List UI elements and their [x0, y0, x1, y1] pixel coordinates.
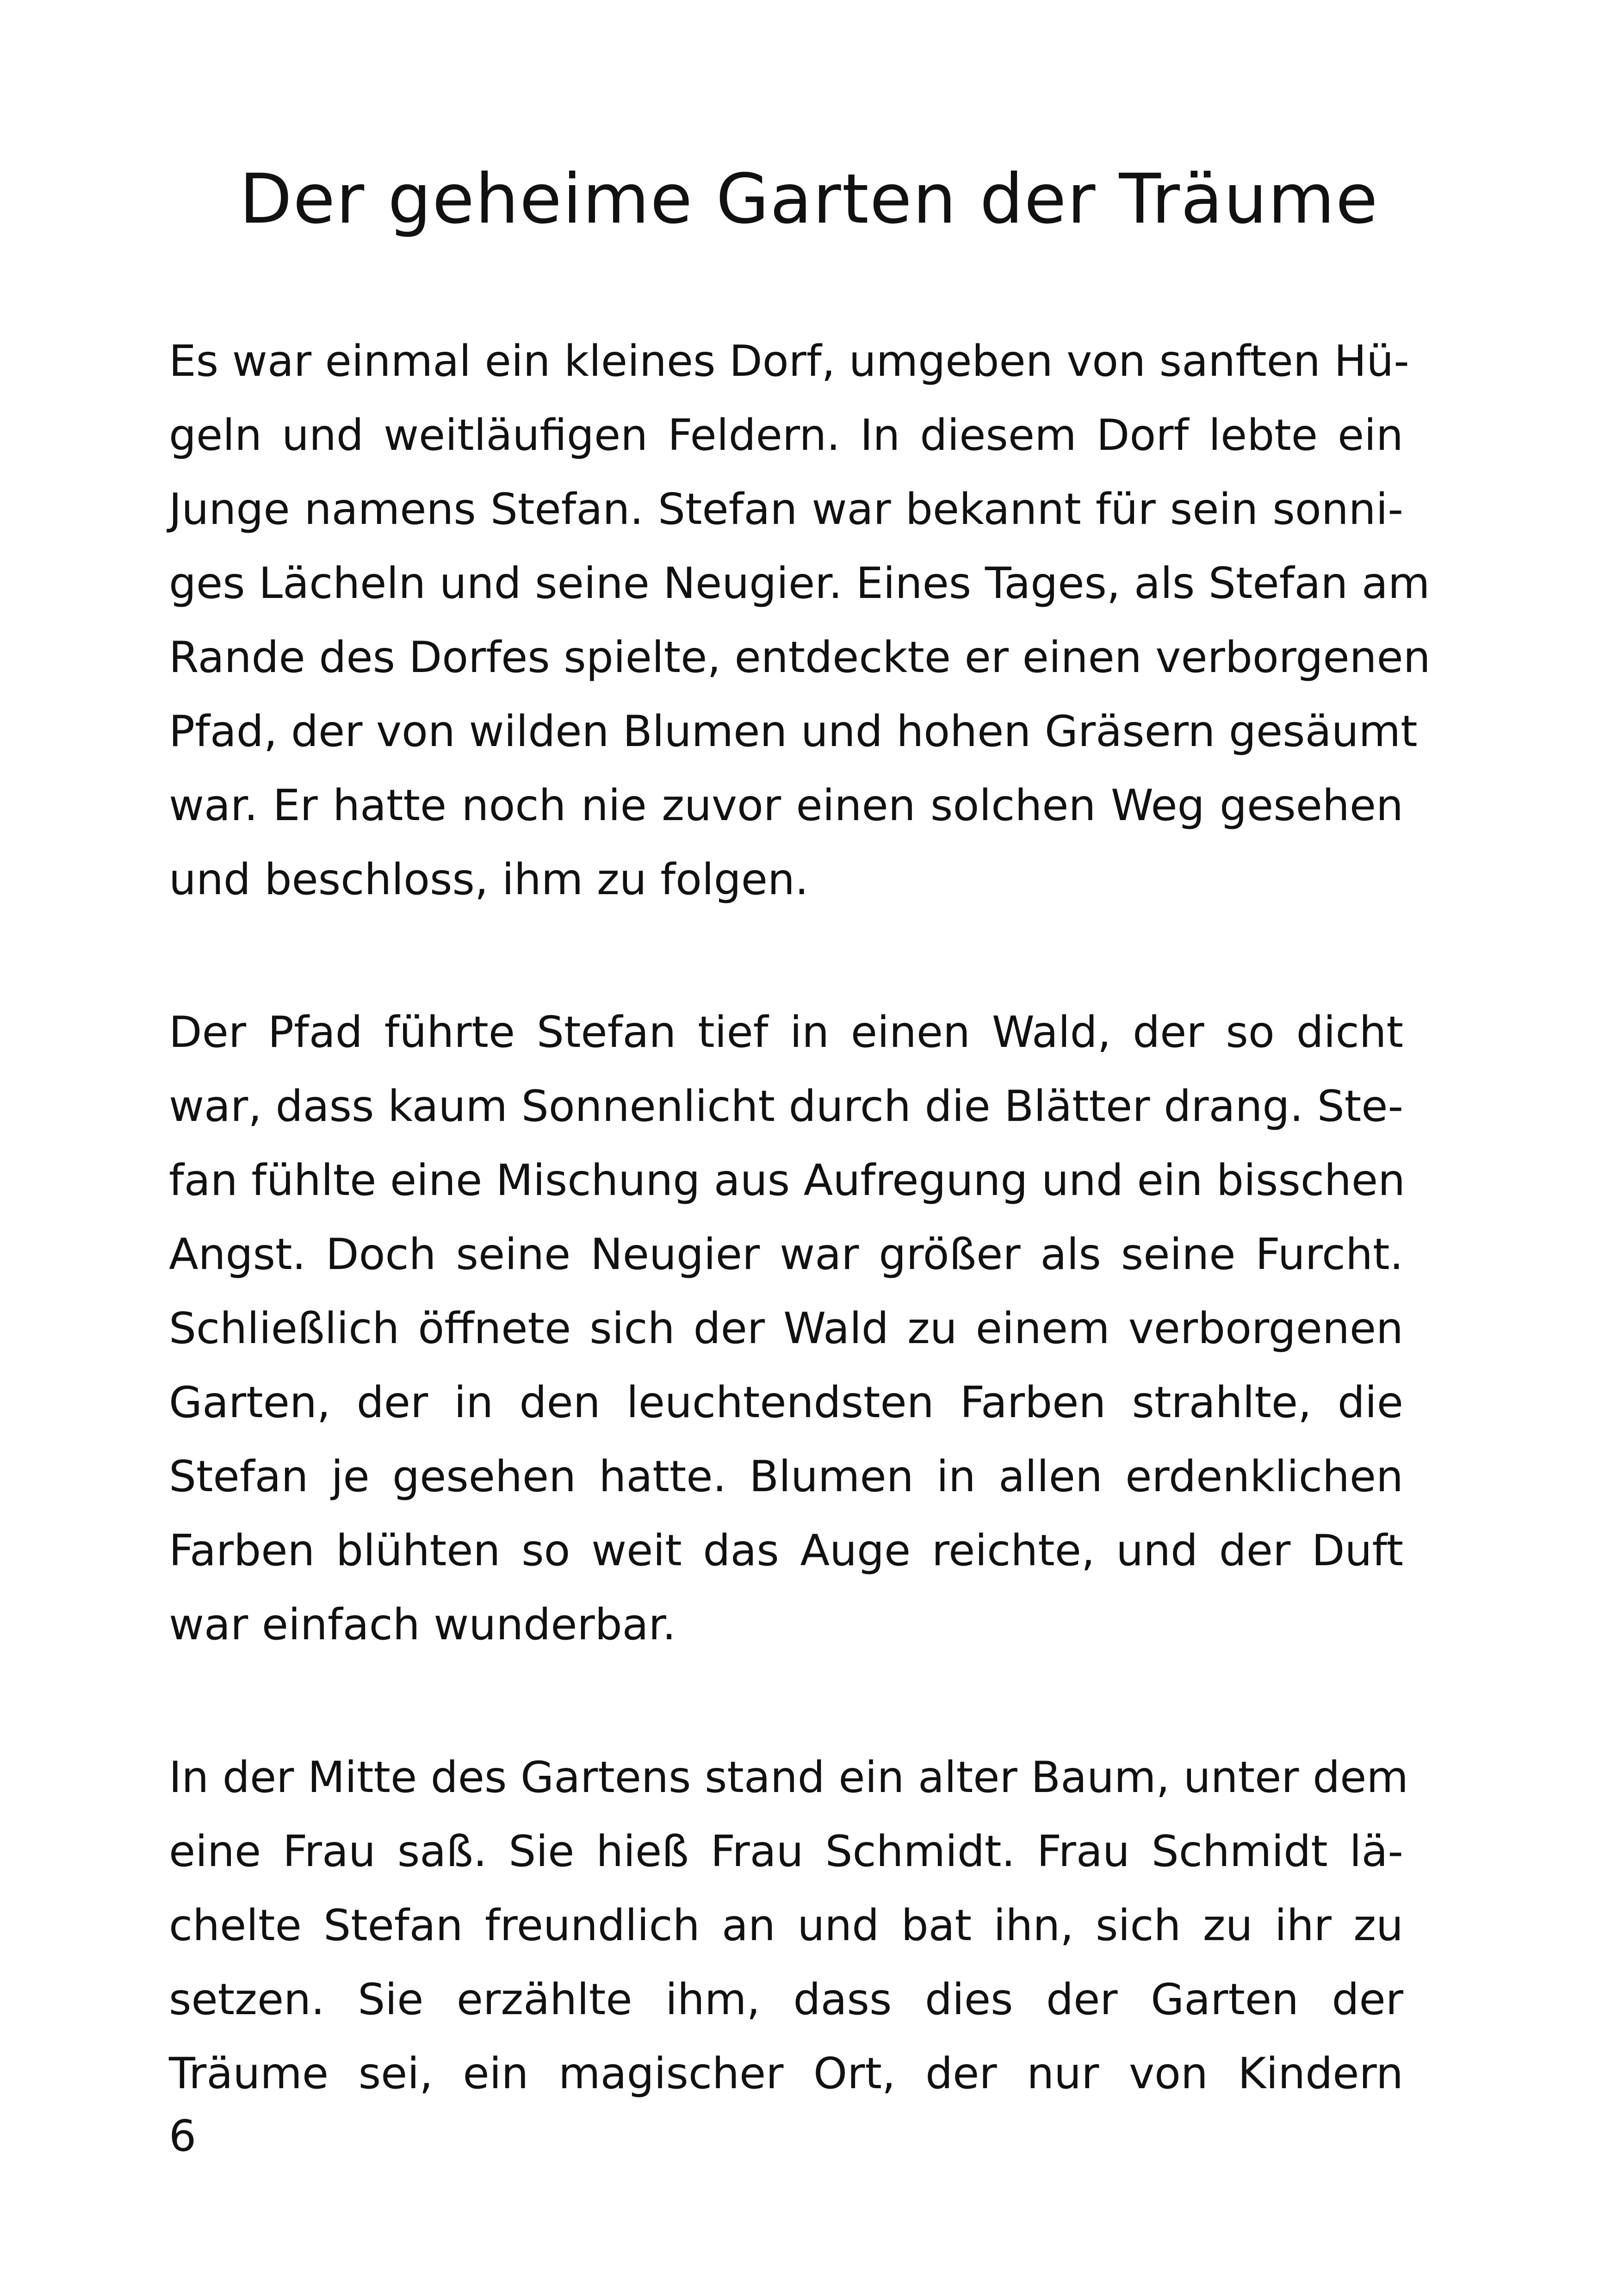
text-line: war, dass kaum Sonnenlicht durch die Blätter drang. Ste-	[169, 1081, 1403, 1131]
paragraph-1	[169, 324, 1431, 916]
paragraph-3	[169, 1740, 1408, 2110]
text-line: Angst. Doch seine Neugier war größer als seine Furcht.	[169, 1229, 1403, 1279]
text-line: und beschloss, ihm zu folgen.	[169, 854, 809, 904]
text-line: Schließlich öffnete sich der Wald zu einem verborgenen	[169, 1303, 1403, 1353]
text-line: war. Er hatte noch nie zuvor einen solchen Weg gesehen	[169, 780, 1403, 830]
text-line: Junge namens Stefan. Stefan war bekannt für sein sonni-	[169, 484, 1403, 534]
text-line: eine Frau saß. Sie hieß Frau Schmidt. Frau Schmidt lä-	[169, 1826, 1403, 1876]
text-line: Es war einmal ein kleines Dorf, umgeben von sanften Hü-	[169, 336, 1409, 386]
text-line: ges Lächeln und seine Neugier. Eines Tages, als Stefan am	[169, 558, 1430, 608]
text-line: Pfad, der von wilden Blumen und hohen Gräsern gesäumt	[169, 706, 1418, 756]
text-line: Farben blühten so weit das Auge reichte, und der Duft	[169, 1525, 1403, 1575]
text-line: Rande des Dorfes spielte, entdeckte er einen verborgenen	[169, 632, 1431, 682]
page-number: 6	[169, 2111, 197, 2161]
chapter-title: Der geheime Garten der Träume	[239, 159, 1379, 239]
text-line: Träume sei, ein magischer Ort, der nur von Kindern	[169, 2048, 1403, 2098]
text-line: Stefan je gesehen hatte. Blumen in allen erdenklichen	[169, 1451, 1403, 1501]
text-line: fan fühlte eine Mischung aus Aufregung und ein bisschen	[169, 1155, 1406, 1205]
paragraph-2	[169, 995, 1406, 1661]
text-line: Garten, der in den leuchtendsten Farben strahlte, die	[169, 1377, 1403, 1427]
text-line: geln und weitläufigen Feldern. In diesem Dorf lebte ein	[169, 410, 1403, 460]
body-text	[169, 324, 1431, 2189]
text-line: setzen. Sie erzählte ihm, dass dies der Garten der	[169, 1974, 1403, 2024]
text-line: Der Pfad führte Stefan tief in einen Wald, der so dicht	[169, 1007, 1403, 1057]
text-line: chelte Stefan freundlich an und bat ihn, sich zu ihr zu	[169, 1900, 1403, 1950]
text-line: war einfach wunderbar.	[169, 1599, 676, 1649]
text-line: In der Mitte des Gartens stand ein alter Baum, unter dem	[169, 1752, 1408, 1802]
